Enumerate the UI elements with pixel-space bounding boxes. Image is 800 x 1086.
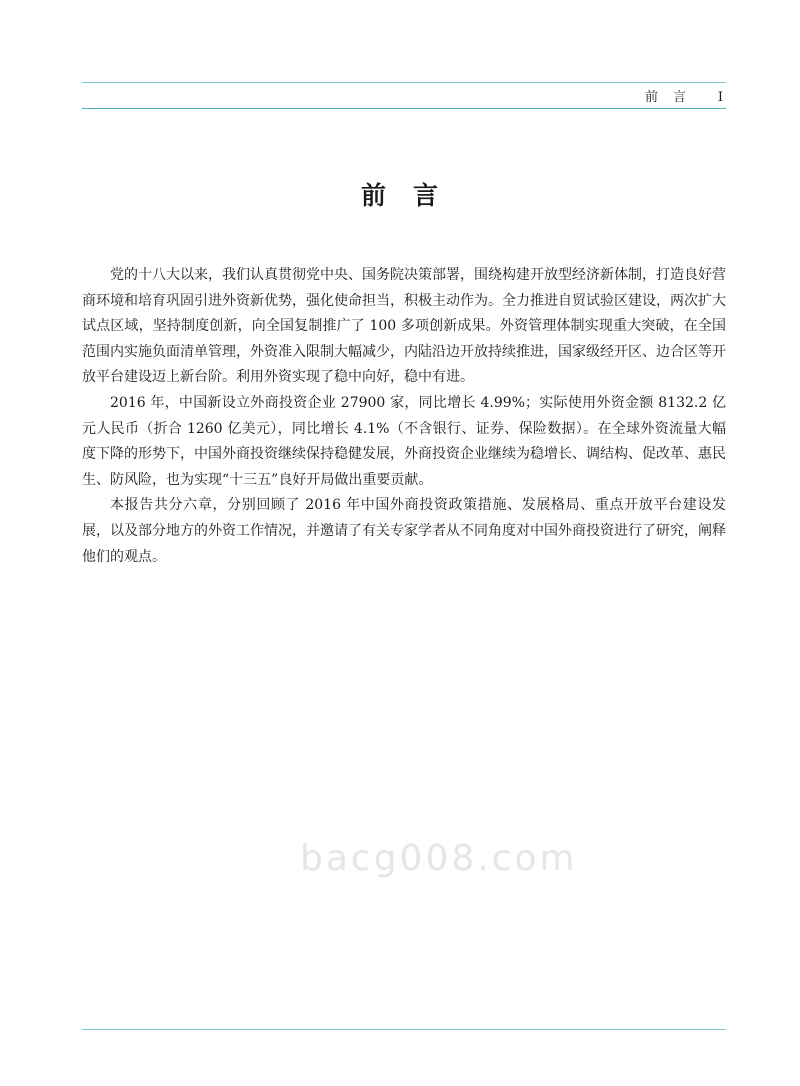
- header-rule-top: [82, 82, 726, 83]
- watermark: bacg008.com: [300, 838, 578, 879]
- paragraph-1: 党的十八大以来，我们认真贯彻党中央、国务院决策部署，围绕构建开放型经济新体制，打造良好营商环境和培育巩固引进外资新优势，强化使命担当，积极主动作为。全力推进自贸试验区建设，两次扩大试点区域，坚持制度创新，向全国复制推广了 100 多项创新成果。外资管理体制实现重大突破，在全国范围内实施负面清单管理，外资准入限制大幅减少，内陆沿边开放持续推进，国家级经开区、边合区等开放平台建设迈上新台阶。利用外资实现了稳中向好，稳中有进。: [82, 267, 726, 386]
- header-rule-bottom: [82, 108, 726, 109]
- footer-rule: [82, 1029, 726, 1030]
- paragraph-2: 2016 年，中国新设立外商投资企业 27900 家，同比增长 4.99%；实际使用外资金额 8132.2 亿元人民币（折合 1260 亿美元），同比增长 4.1%（不含银行、证券、保险数据）。在全球外资流量大幅度下降的形势下，中国外商投资继续保持稳健发展，外商投资企业继续为稳增长、调结构、促改革、惠民生、防风险，也为实现“十三五”良好开局做出重要贡献。: [82, 394, 726, 488]
- running-head: [645, 86, 724, 105]
- page-title: 前 言: [360, 181, 439, 210]
- body-text: [82, 263, 726, 570]
- paragraph-3: 本报告共分六章，分别回顾了 2016 年中国外商投资政策措施、发展格局、重点开放平台建设发展，以及部分地方的外资工作情况，并邀请了有关专家学者从不同角度对中国外商投资进行了研究，阐释他们的观点。: [82, 497, 726, 565]
- page-number: I: [717, 90, 724, 105]
- running-title: 前 言: [645, 90, 688, 105]
